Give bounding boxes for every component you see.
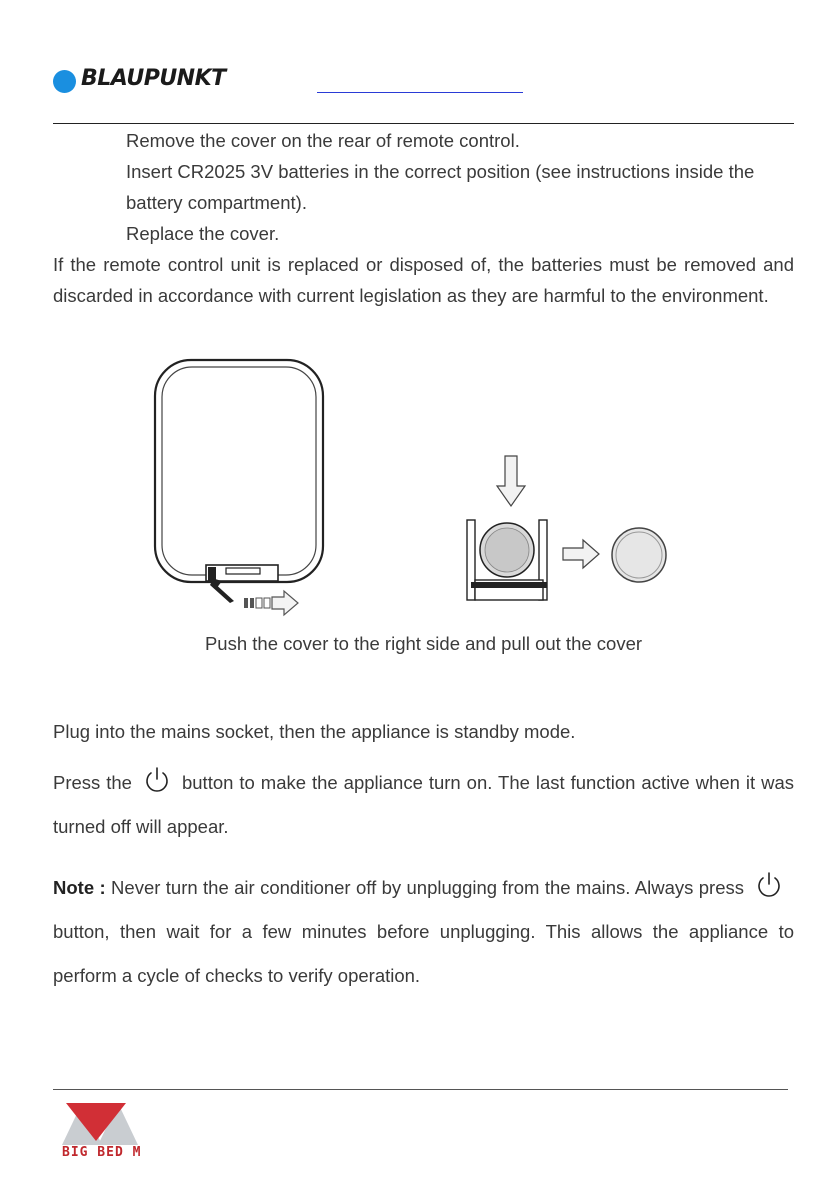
battery-compartment-illustration — [455, 450, 675, 610]
power-icon — [142, 765, 172, 795]
disposal-paragraph: If the remote control unit is replaced or disposed of, the batteries must be removed and discarded in accordance with current legislation as they are harmful to the environment. — [53, 254, 794, 306]
step-remove-cover: Remove the cover on the rear of remote control. — [126, 130, 520, 151]
note-paragraph — [53, 866, 794, 998]
press-after-text: button to make the appliance turn on. The last function active when it was turned off will appear. — [53, 772, 794, 837]
step-insert-batteries: Insert CR2025 3V batteries in the correct position (see instructions inside the battery compartment). — [126, 161, 755, 213]
footer-brand-text: BIG BED M — [62, 1145, 142, 1160]
footer-divider — [53, 1089, 788, 1090]
big-bed-logo-icon — [60, 1101, 140, 1145]
header-link-underline[interactable] — [317, 92, 523, 93]
remote-control-illustration — [150, 355, 330, 617]
blaupunkt-logo-icon — [53, 70, 76, 93]
plug-in-text: Plug into the mains socket, then the appliance is standby mode. — [53, 721, 576, 742]
brand-logo-text: BLAUPUNKT — [81, 66, 226, 91]
figure-caption: Push the cover to the right side and pull out the cover — [204, 633, 643, 654]
press-before-text: Press the — [53, 772, 132, 793]
power-icon — [754, 870, 784, 900]
note-before-text: Never turn the air conditioner off by unplugging from the mains. Always press — [111, 877, 744, 898]
step-replace-cover: Replace the cover. — [126, 223, 280, 244]
note-after-text: button, then wait for a few minutes before unplugging. This allows the appliance to perform a cycle of checks to verify operation. — [53, 921, 794, 986]
press-power-paragraph — [53, 761, 794, 849]
note-label: Note : — [53, 877, 106, 898]
header-divider — [53, 123, 794, 124]
